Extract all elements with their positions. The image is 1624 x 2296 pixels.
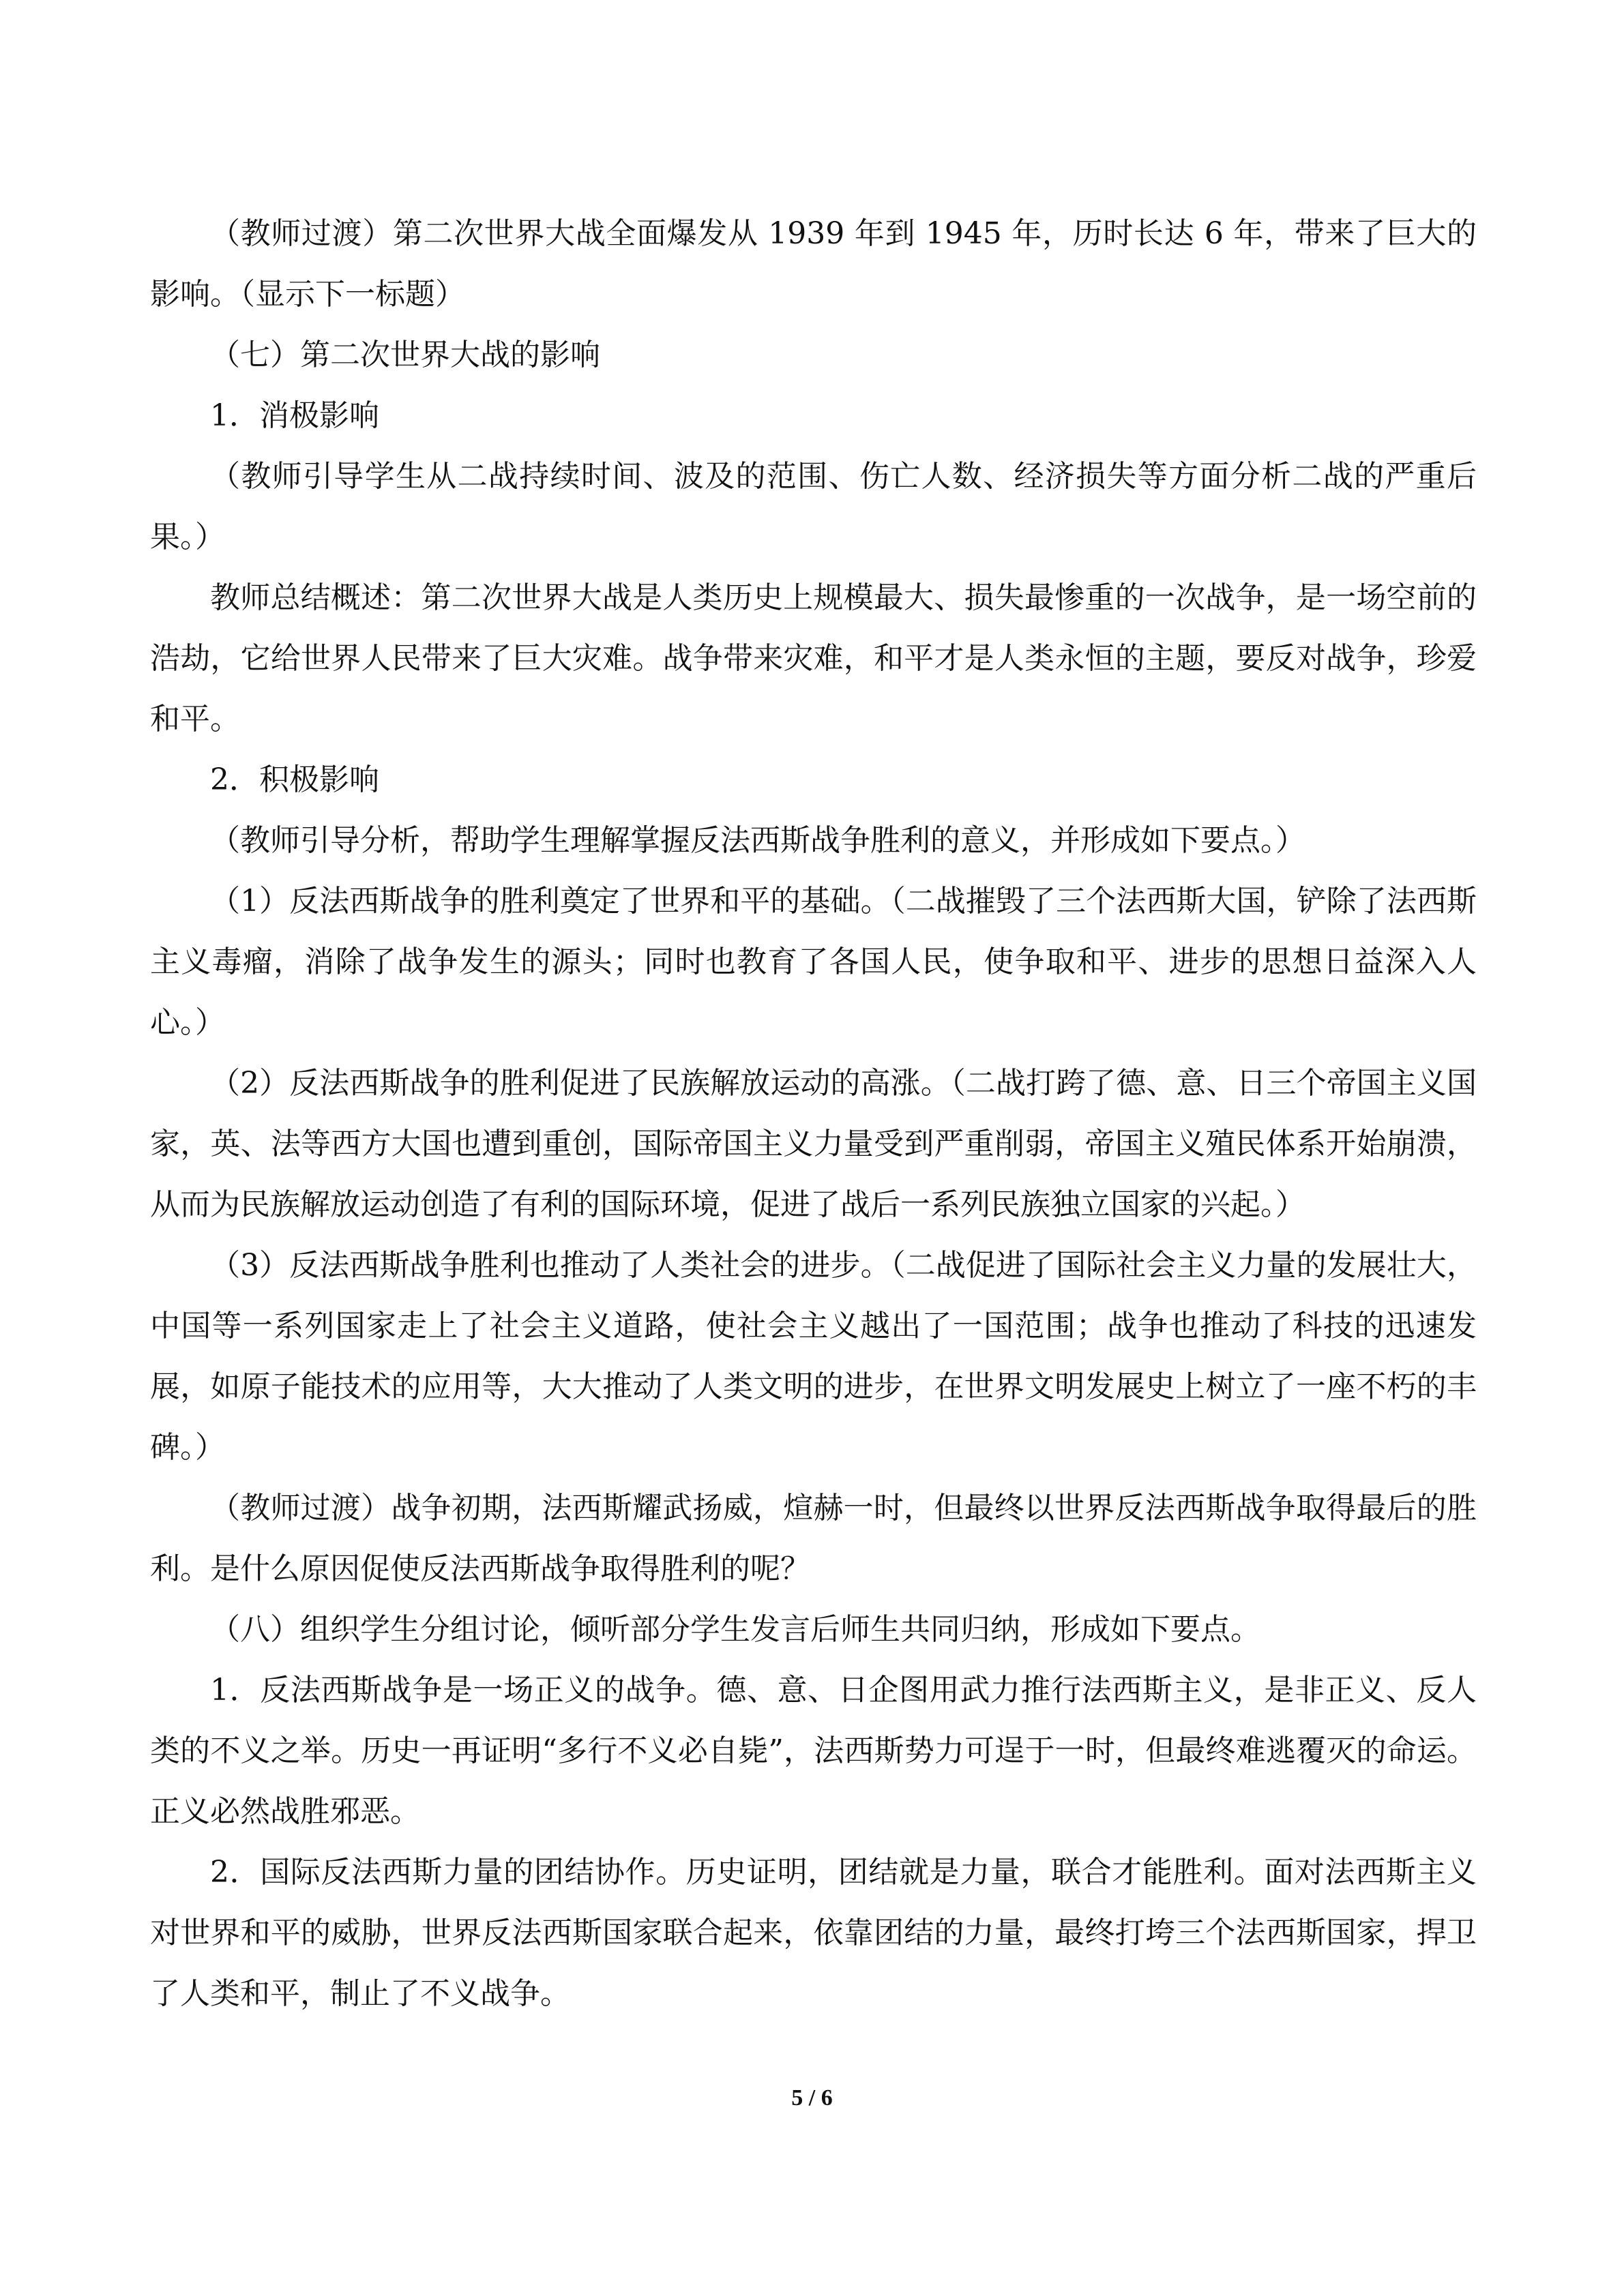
paragraph-teacher-transition-1: （教师过渡）第二次世界大战全面爆发从 1939 年到 1945 年，历时长达 6 年，带来了巨大的影响。（显示下一标题） (150, 216, 1477, 312)
page-body (150, 203, 1477, 2024)
point-just-war: 1．反法西斯战争是一场正义的战争。德、意、日企图用武力推行法西斯主义，是非正义、反人类的不义之举。历史一再证明“多行不义必自毙”，法西斯势力可逞于一时，但最终难逃覆灭的命运。正义必然战胜邪恶。 (150, 1673, 1477, 1829)
point-3-social-progress: （3）反法西斯战争胜利也推动了人类社会的进步。（二战促进了国际社会主义力量的发展壮大，中国等一系列国家走上了社会主义道路，使社会主义越出了一国范围；战争也推动了科技的迅速发展，如原子能技术的应用等，大大推动了人类文明的进步，在世界文明发展史上树立了一座不朽的丰碑。） (150, 1248, 1477, 1465)
point-international-unity: 2．国际反法西斯力量的团结协作。历史证明，团结就是力量，联合才能胜利。面对法西斯主义对世界和平的威胁，世界反法西斯国家联合起来，依靠团结的力量，最终打垮三个法西斯国家，捍卫了人类和平，制止了不义战争。 (150, 1855, 1477, 2011)
subheading-positive-impact: 2．积极影响 (210, 762, 379, 797)
paragraph-teacher-guide-1: （教师引导学生从二战持续时间、波及的范围、伤亡人数、经济损失等方面分析二战的严重后果。） (150, 459, 1477, 554)
paragraph-teacher-guide-2: （教师引导分析，帮助学生理解掌握反法西斯战争胜利的意义，并形成如下要点。） (210, 823, 1305, 858)
section-heading-eight: （八）组织学生分组讨论，倾听部分学生发言后师生共同归纳，形成如下要点。 (210, 1612, 1260, 1647)
section-heading-seven: （七）第二次世界大战的影响 (210, 338, 600, 372)
subheading-negative-impact: 1．消极影响 (210, 398, 379, 433)
point-2-national-liberation: （2）反法西斯战争的胜利促进了民族解放运动的高涨。（二战打跨了德、意、日三个帝国主义国家，英、法等西方大国也遭到重创，国际帝国主义力量受到严重削弱，帝国主义殖民体系开始崩溃，从而为民族解放运动创造了有利的国际环境，促进了战后一系列民族独立国家的兴起。） (150, 1066, 1477, 1222)
page-number: 5 / 6 (791, 2085, 833, 2111)
paragraph-teacher-summary: 教师总结概述：第二次世界大战是人类历史上规模最大、损失最惨重的一次战争，是一场空前的浩劫，它给世界人民带来了巨大灾难。战争带来灾难，和平才是人类永恒的主题，要反对战争，珍爱和平。 (150, 580, 1477, 736)
point-1-world-peace: （1）反法西斯战争的胜利奠定了世界和平的基础。（二战摧毁了三个法西斯大国，铲除了法西斯主义毒瘤，消除了战争发生的源头；同时也教育了各国人民，使争取和平、进步的思想日益深入人心。） (150, 884, 1477, 1040)
paragraph-teacher-transition-2: （教师过渡）战争初期，法西斯耀武扬威，煊赫一时，但最终以世界反法西斯战争取得最后的胜利。是什么原因促使反法西斯战争取得胜利的呢？ (150, 1491, 1477, 1586)
